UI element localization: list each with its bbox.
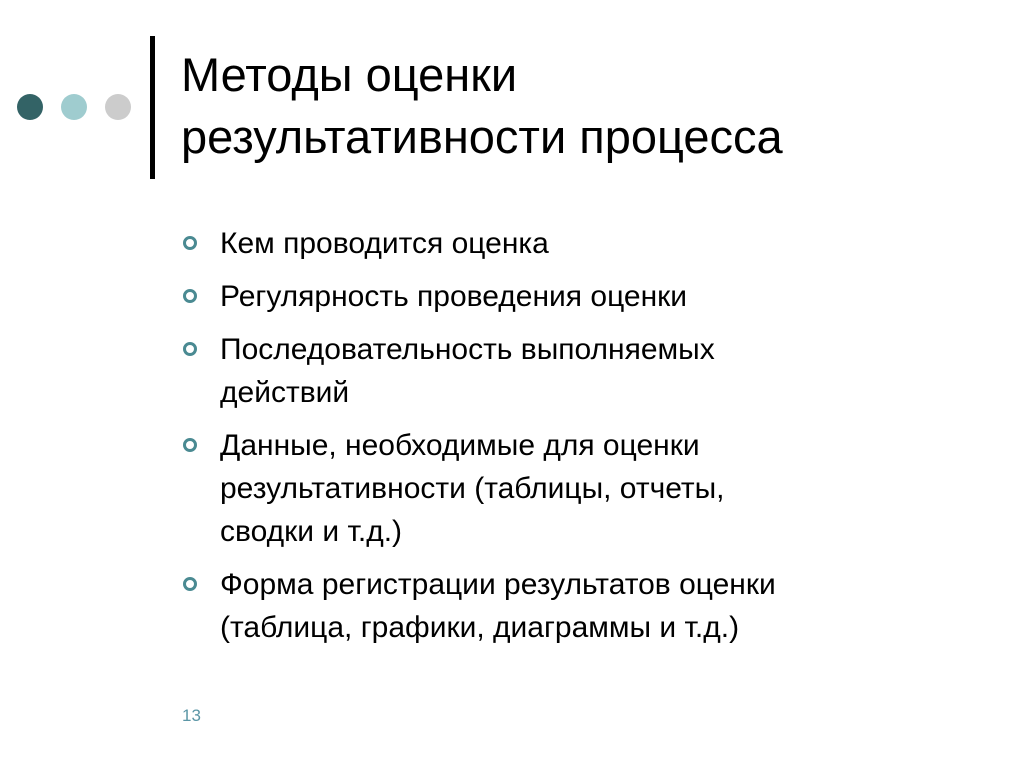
bullet-item (181, 222, 981, 265)
bullet-text-line: Регулярность проведения оценки (220, 280, 688, 313)
bullet-item (181, 328, 981, 414)
dot-dark-icon (17, 94, 43, 120)
title-divider (150, 36, 155, 179)
bullet-text (220, 222, 981, 265)
bullet-text (220, 275, 981, 318)
dot-teal-icon (61, 94, 87, 120)
page-number: 13 (182, 706, 201, 725)
ring-bullet-icon (183, 438, 197, 452)
ring-bullet-icon (183, 577, 197, 591)
bullet-text-line: сводки и т.д.) (220, 515, 403, 548)
slide-title-line: результативности процесса (181, 110, 783, 163)
bullet-text (220, 424, 981, 553)
bullet-list (181, 222, 981, 659)
bullet-text-line: Форма регистрации результатов оценки (220, 568, 776, 601)
bullet-text-line: Данные, необходимые для оценки (220, 429, 700, 462)
bullet-text (220, 328, 981, 414)
ring-bullet-icon (183, 342, 197, 356)
bullet-text-line: Кем проводится оценка (220, 227, 549, 260)
bullet-text-line: результативности (таблицы, отчеты, (220, 472, 725, 505)
dot-gray-icon (105, 94, 131, 120)
slide-title-line: Методы оценки (181, 48, 518, 101)
bullet-text-line: (таблица, графики, диаграммы и т.д.) (220, 611, 740, 644)
decorative-dots (17, 94, 137, 120)
bullet-item (181, 563, 981, 649)
bullet-text-line: Последовательность выполняемых (220, 333, 715, 366)
bullet-item (181, 275, 981, 318)
bullet-item (181, 424, 981, 553)
slide-title (181, 44, 1001, 168)
ring-bullet-icon (183, 236, 197, 250)
ring-bullet-icon (183, 289, 197, 303)
bullet-text-line: действий (220, 376, 350, 409)
bullet-text (220, 563, 981, 649)
